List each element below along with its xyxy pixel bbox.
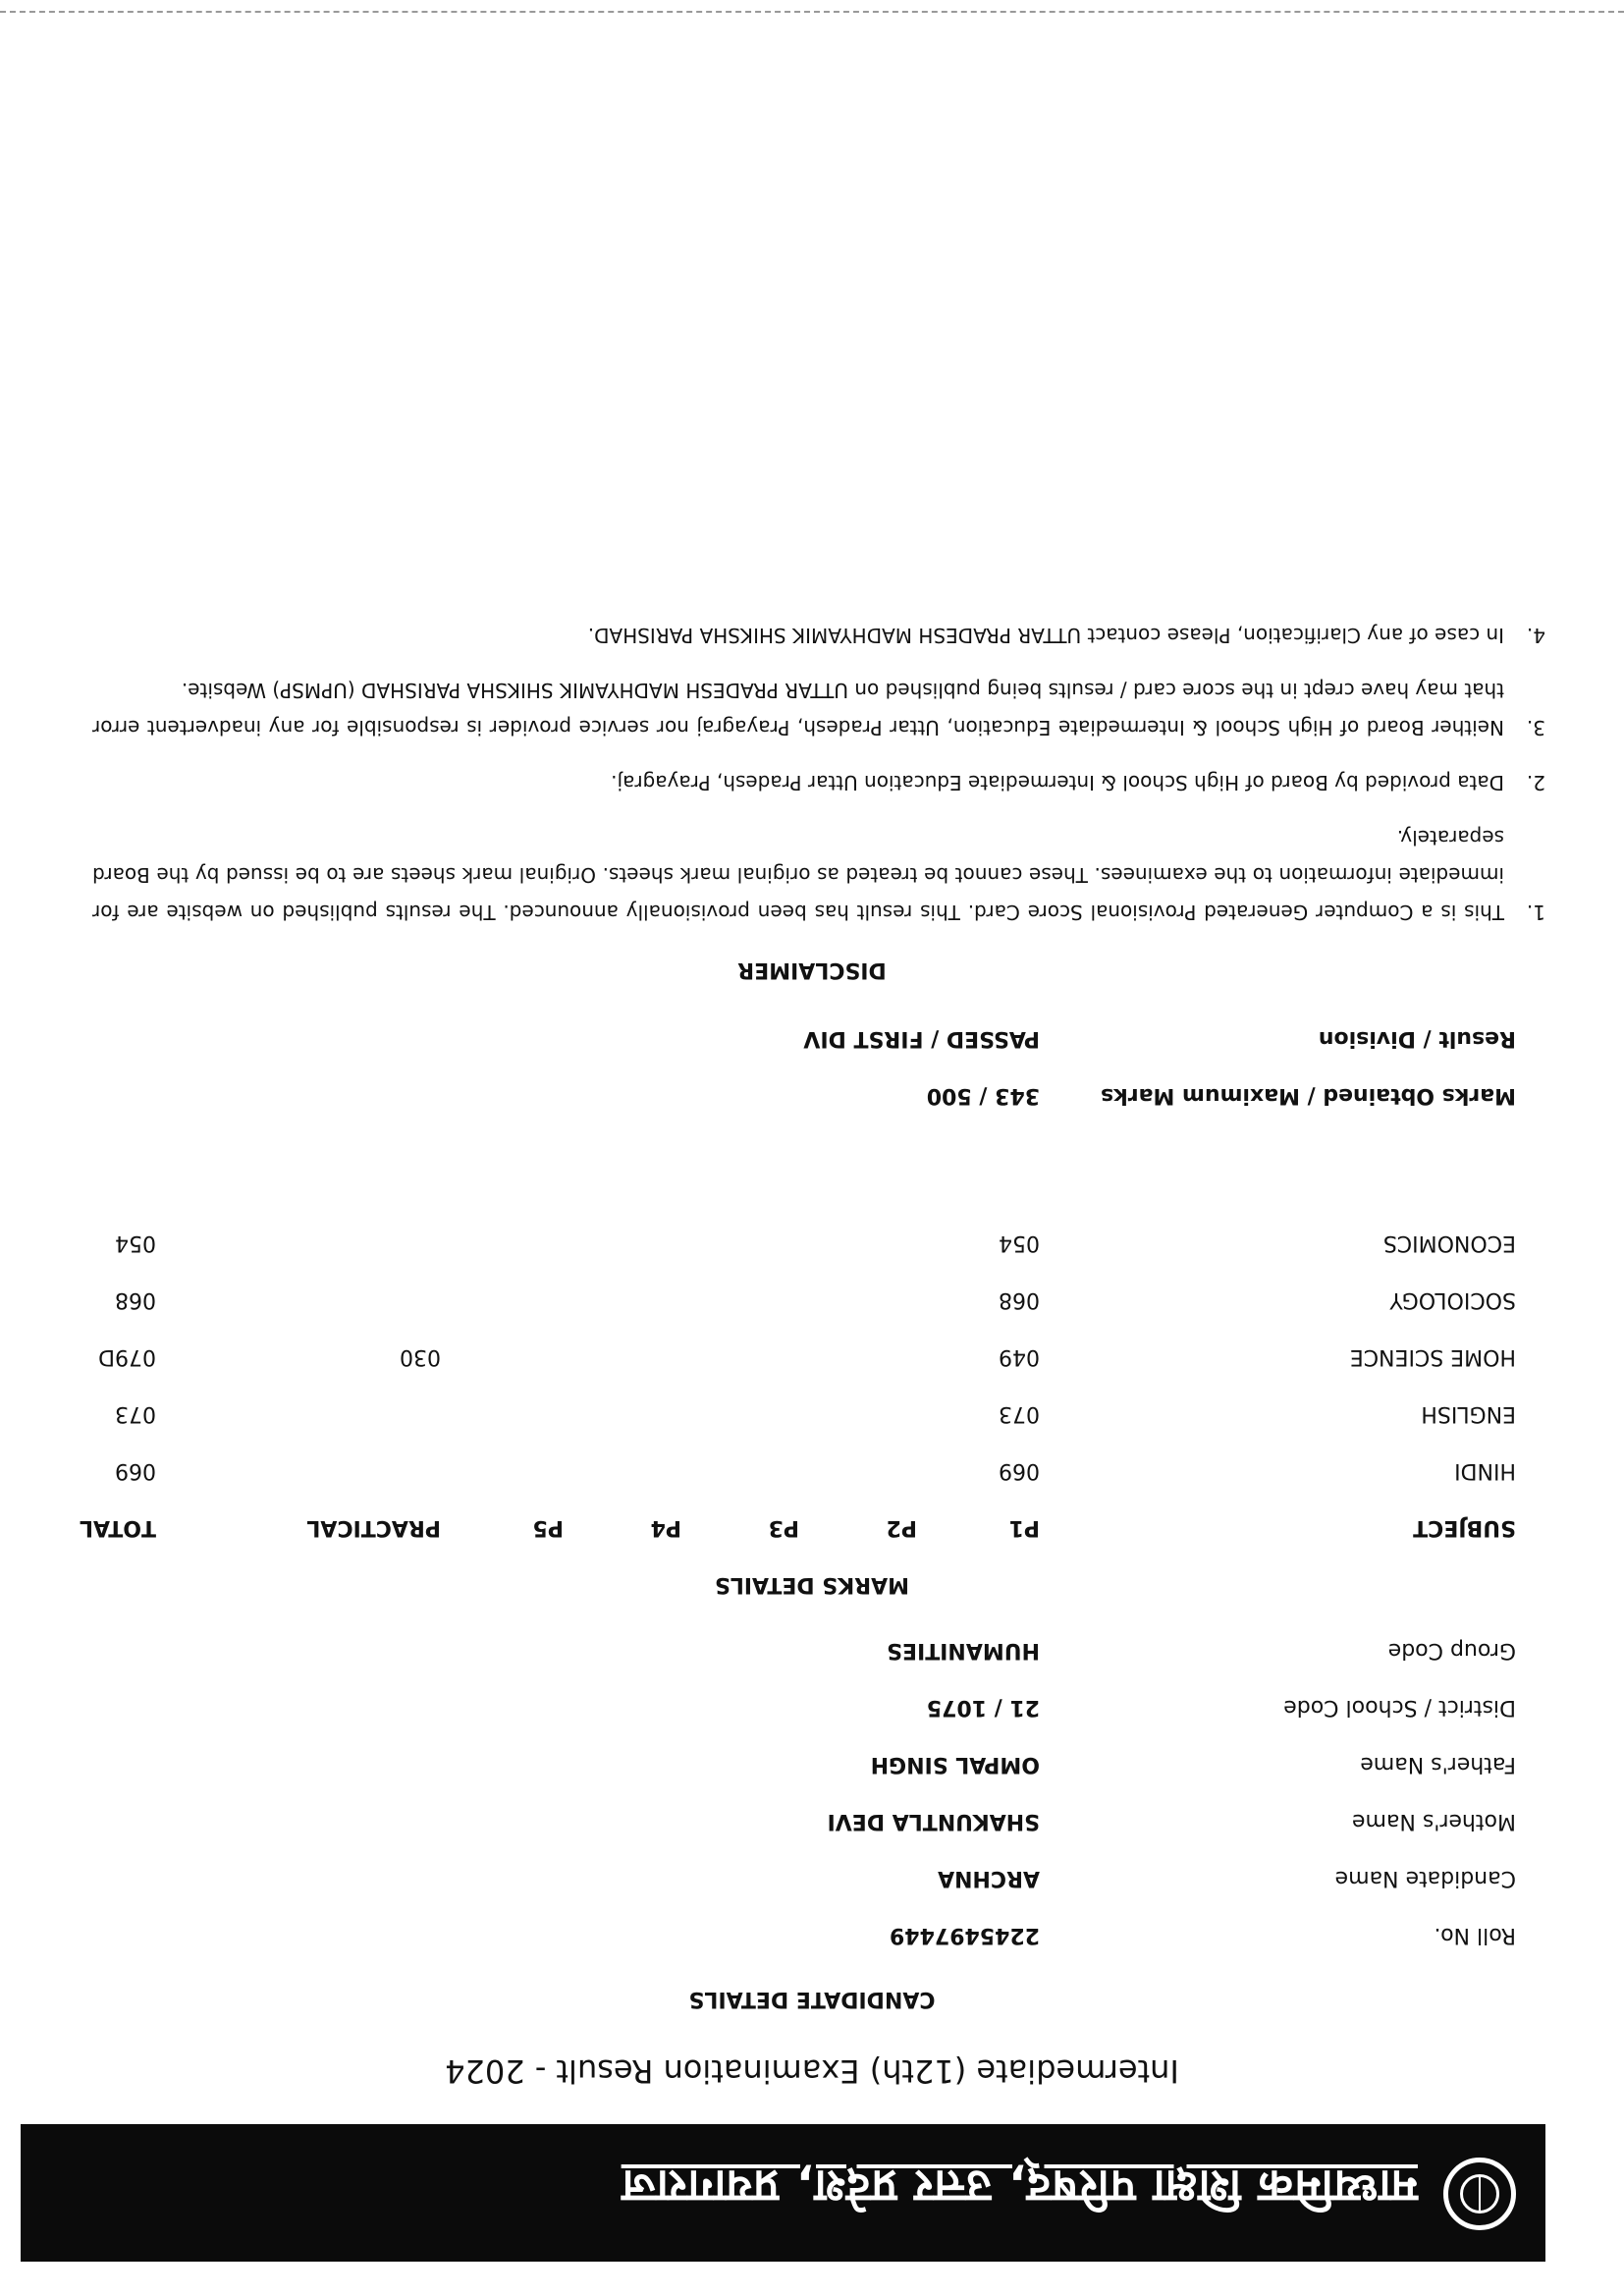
subject-cell: ECONOMICS — [1382, 1230, 1516, 1255]
column-header-p4: P4 — [650, 1515, 681, 1540]
marks-obtained-row — [141, 1074, 1516, 1108]
page-edge-divider — [0, 11, 1624, 13]
subject-cell: ENGLISH — [1421, 1401, 1516, 1426]
total-cell: 068 — [115, 1287, 156, 1312]
field-label: Roll No. — [1434, 1923, 1516, 1947]
board-seal-icon — [1443, 2158, 1516, 2230]
list-item-number: 2. — [1526, 771, 1545, 794]
table-row — [92, 1198, 1516, 1255]
candidate-name-row — [141, 1857, 1516, 1890]
table-row — [92, 1255, 1516, 1312]
p1-cell: 068 — [999, 1287, 1040, 1312]
candidate-details-heading: CANDIDATE DETAILS — [688, 1987, 936, 2011]
district-school-code-row — [141, 1686, 1516, 1720]
field-label: Candidate Name — [1334, 1866, 1516, 1890]
table-row — [92, 1369, 1516, 1426]
field-value: HUMANITIES — [887, 1638, 1040, 1663]
result-division-row — [141, 1017, 1516, 1051]
column-header-practical: PRACTICAL — [306, 1515, 441, 1540]
disclaimer-list — [92, 599, 1545, 931]
father-name-row — [141, 1743, 1516, 1777]
list-item — [92, 819, 1545, 931]
field-label: Father's Name — [1360, 1752, 1516, 1777]
total-cell: 054 — [115, 1230, 156, 1255]
marks-obtained-value: 343 / 500 — [926, 1083, 1040, 1108]
subject-cell: HINDI — [1454, 1458, 1516, 1483]
header-banner — [21, 2124, 1545, 2262]
marks-table-header — [79, 1483, 1516, 1540]
field-label: Group Code — [1387, 1638, 1516, 1663]
field-label: Mother's Name — [1352, 1809, 1516, 1833]
table-row — [92, 1426, 1516, 1483]
column-header-p1: P1 — [1008, 1515, 1040, 1540]
list-item-text: Data provided by Board of High School & Intermediate Education Uttar Pradesh, Prayagraj. — [611, 771, 1504, 794]
group-code-row — [141, 1629, 1516, 1663]
list-item — [92, 672, 1545, 746]
disclaimer-heading: DISCLAIMER — [737, 957, 887, 982]
subject-cell: HOME SCIENCE — [1349, 1344, 1516, 1369]
list-item-number: 1. — [1526, 901, 1545, 924]
column-header-p5: P5 — [532, 1515, 564, 1540]
table-row — [92, 1312, 1516, 1369]
field-value: ARCHNA — [938, 1866, 1040, 1890]
field-value: OMPAL SINGH — [870, 1752, 1040, 1777]
practical-cell: 030 — [400, 1344, 441, 1369]
column-header-subject: SUBJECT — [1413, 1515, 1516, 1540]
marks-table — [79, 1198, 1516, 1540]
field-value: 21 / 1075 — [926, 1695, 1040, 1720]
result-division-label: Result / Division — [1318, 1026, 1516, 1051]
column-header-p3: P3 — [768, 1515, 799, 1540]
p1-cell: 073 — [999, 1401, 1040, 1426]
total-cell: 073 — [115, 1401, 156, 1426]
list-item-text: Neither Board of High School & Intermediate Education, Uttar Pradesh, Prayagraj nor service provider is responsible for any inadvertent error that may have crept in the score card / results being published on UTTAR PRADESH MADHYAMIK SHIKSHA PARISHAD (UPMSP) Website. — [92, 679, 1504, 739]
p1-cell: 054 — [999, 1230, 1040, 1255]
subject-cell: SOCIOLOGY — [1389, 1287, 1516, 1312]
exam-title: Intermediate (12th) Examination Result - 2024 — [445, 2052, 1179, 2090]
list-item-number: 3. — [1526, 716, 1545, 739]
p1-cell: 049 — [999, 1344, 1040, 1369]
list-item-number: 4. — [1526, 624, 1545, 647]
p1-cell: 069 — [999, 1458, 1040, 1483]
list-item-text: This is a Computer Generated Provisional Score Card. This result has been provisionally announced. The results published on website are for immediate information to the examinees. These cannot be treated as original mark sheets. Original mark sheets are to be issued by the Board separately. — [92, 826, 1504, 924]
marks-details-heading: MARKS DETAILS — [714, 1572, 910, 1597]
field-label: District / School Code — [1283, 1695, 1516, 1720]
list-item-text: In case of any Clarification, Please contact UTTAR PRADESH MADHYAMIK SHIKSHA PARISHAD. — [587, 624, 1504, 647]
result-division-value: PASSED / FIRST DIV — [803, 1026, 1040, 1051]
column-header-total: TOTAL — [79, 1515, 156, 1540]
list-item — [92, 617, 1545, 654]
roll-number-row — [141, 1914, 1516, 1947]
marks-obtained-label: Marks Obtained / Maximum Marks — [1101, 1083, 1516, 1108]
column-header-p2: P2 — [886, 1515, 917, 1540]
board-name: माध्यमिक शिक्षा परिषद्, उत्तर प्रदेश, प्रयागराज — [621, 2160, 1418, 2214]
list-item — [92, 764, 1545, 801]
mother-name-row — [141, 1800, 1516, 1833]
field-value: 2245497449 — [889, 1923, 1040, 1947]
total-cell: 079D — [98, 1344, 156, 1369]
field-value: SHAKUNTLA DEVI — [827, 1809, 1040, 1833]
total-cell: 069 — [115, 1458, 156, 1483]
